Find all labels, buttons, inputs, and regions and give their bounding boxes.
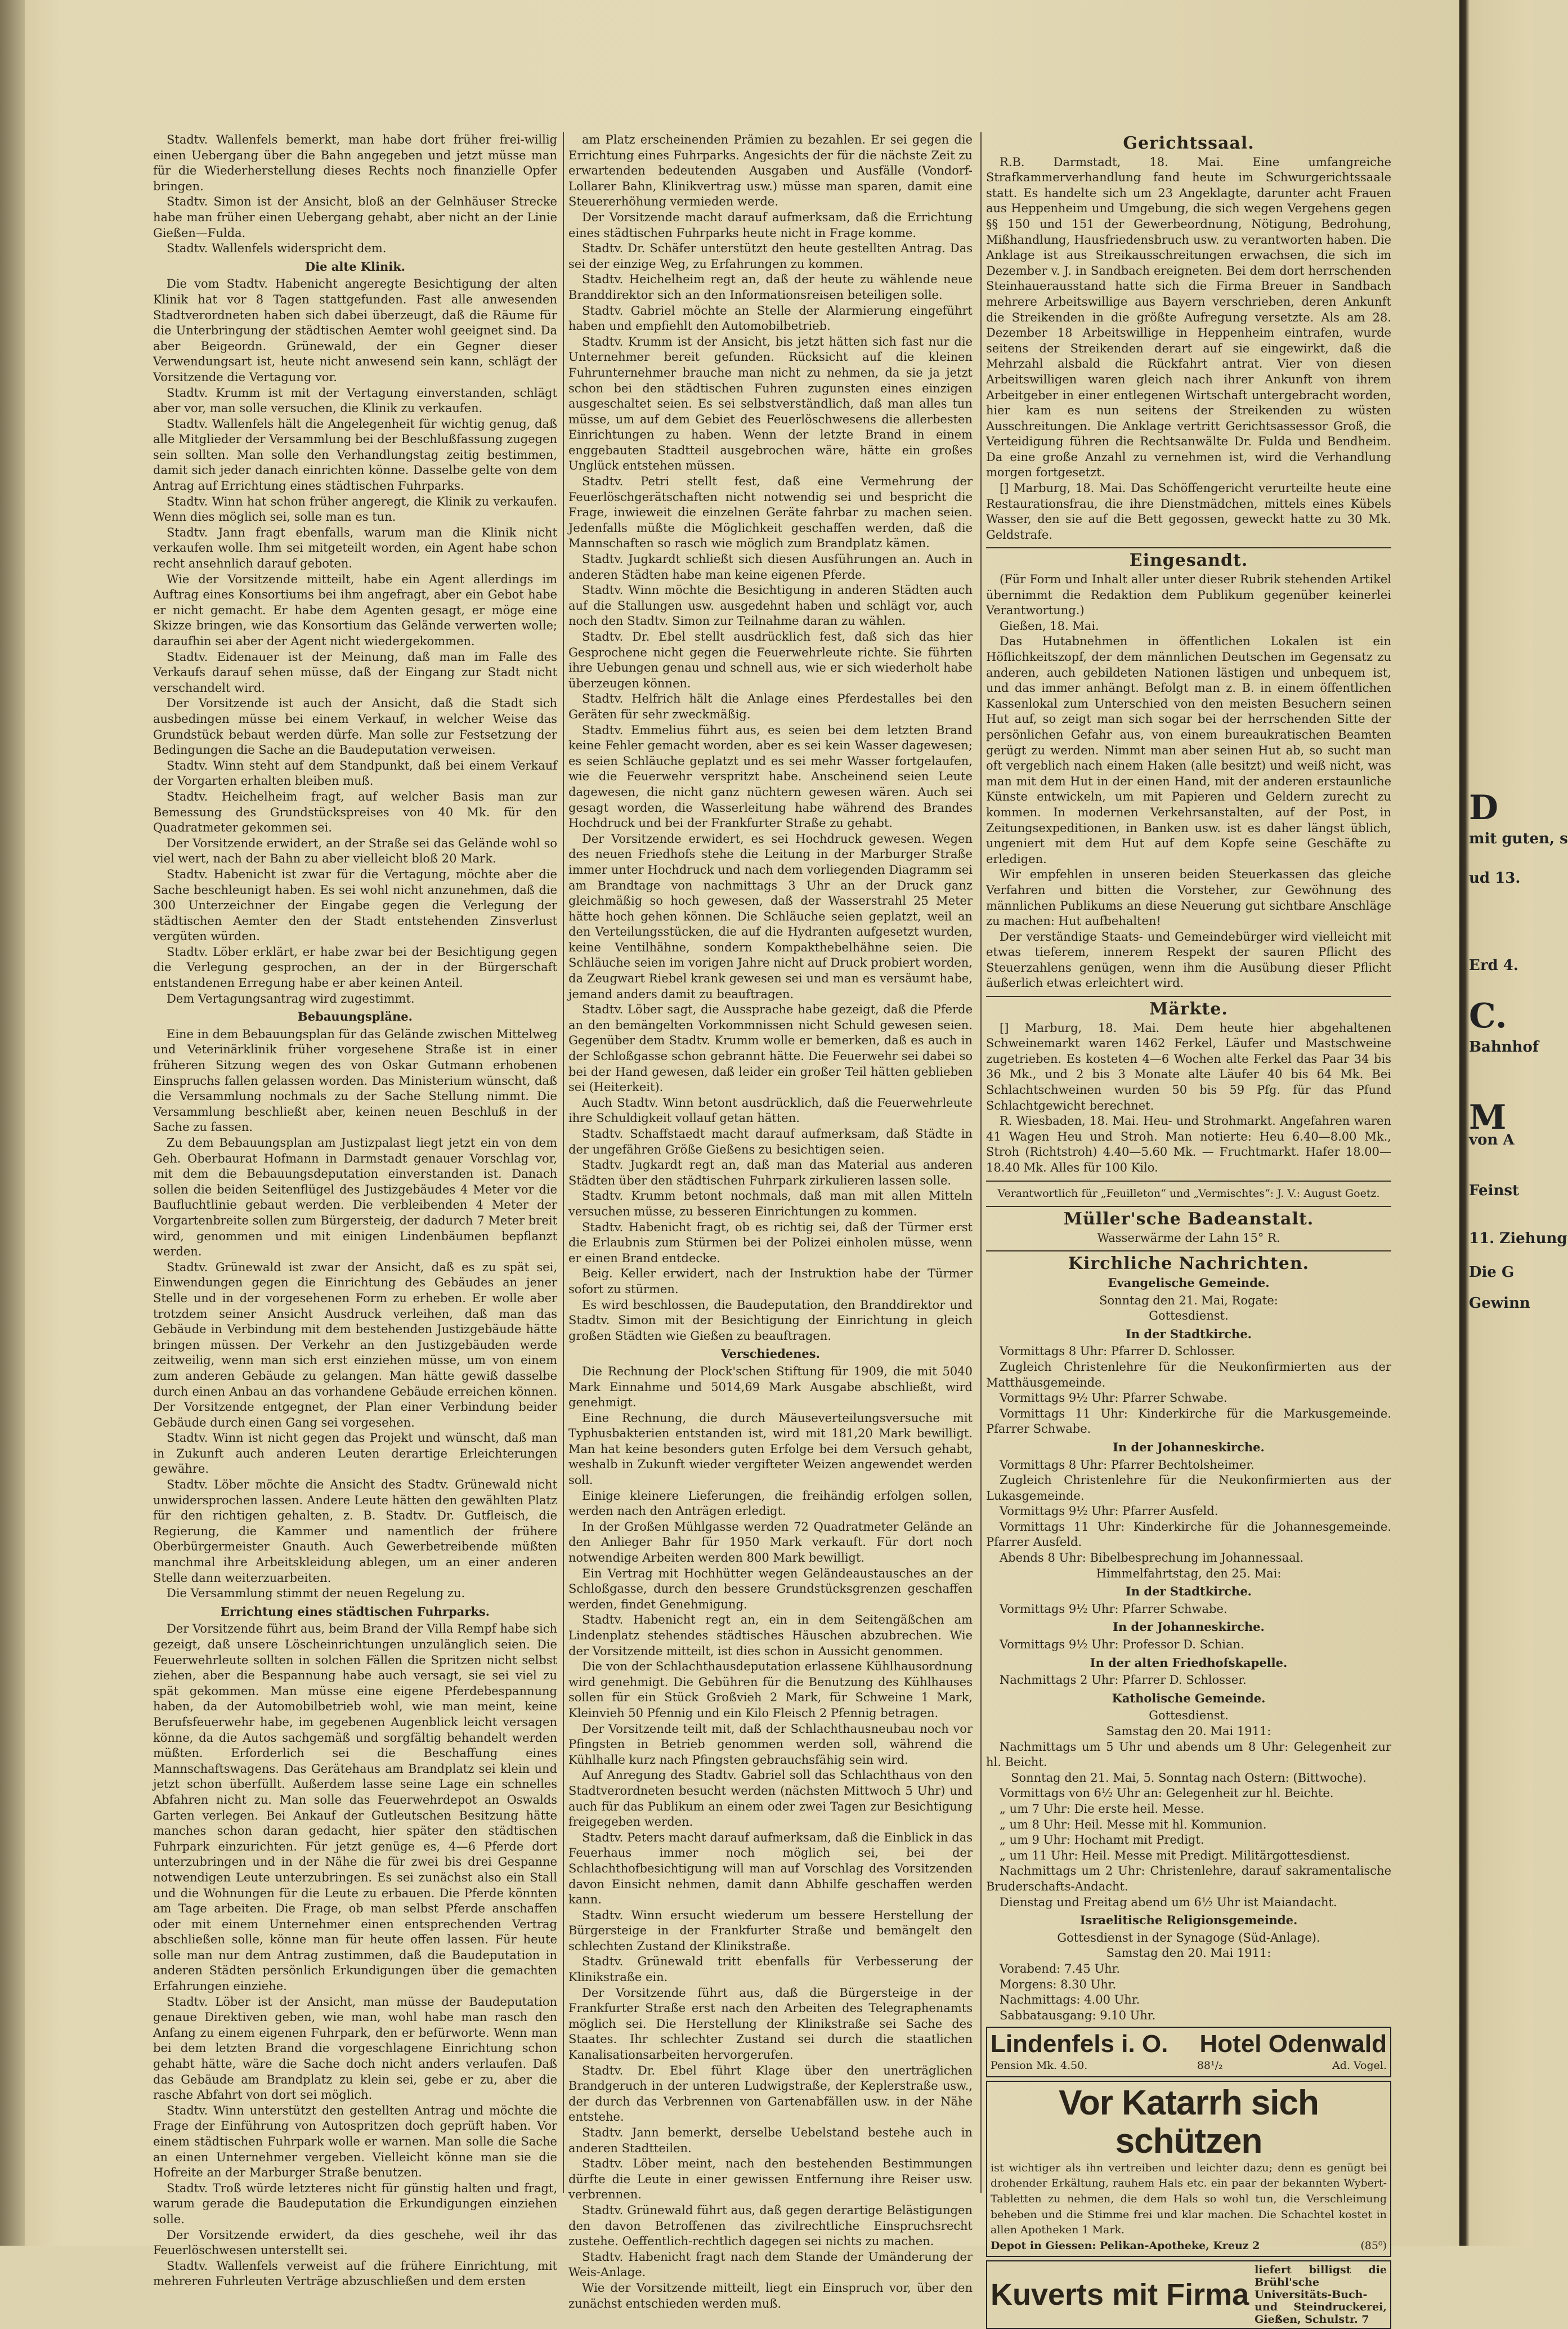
paragraph: Stadtv. Winn hat schon früher angeregt, die Klinik zu verkaufen. Wenn dies möglich sei, solle man es tun. [153, 494, 557, 524]
paragraph: Dienstag und Freitag abend um 6½ Uhr ist Maiandacht. [1000, 1895, 1337, 1909]
adjacent-page-fragment: ud 13. [1469, 870, 1521, 887]
adjacent-page-fragment: Die G [1469, 1264, 1515, 1281]
ad-lindenfels [986, 2027, 1391, 2077]
paragraph: Stadtv. Wallenfels verweist auf die frühere Einrichtung, mit mehreren Fuhrleuten Verträge abzuschließen und dem ersten [153, 2259, 557, 2288]
section-heading: In der Stadtkirche. [1126, 1584, 1252, 1599]
paragraph: „ um 9 Uhr: Hochamt mit Predigt. [1000, 1833, 1204, 1847]
gerichtssaal-heading: Gerichtssaal. [1123, 133, 1255, 153]
paragraph: Zugleich Christenlehre für die Neukonfirmierten aus der Lukasgemeinde. [986, 1473, 1391, 1503]
paragraph: Stadtv. Wallenfels hält die Angelegenheit für wichtig genug, daß alle Mitglieder der Versammlung bei der Beschlußfassung zugegen sein sollten. Man solle den Verhandlungstag zeitig bestimmen, damit sich jeder danach einrichten könne. Dasselbe gelte von dem Antrag auf Errichtung eines städtischen Fuhrparks. [153, 417, 557, 493]
paragraph: Nachmittags: 4.00 Uhr. [1000, 1993, 1140, 2007]
paragraph: Stadtv. Petri stellt fest, daß eine Vermehrung der Feuerlöschgerätschaften nicht notwendig sei und bespricht die Frage, inwieweit die einzelnen Geräte fahrbar zu machen seien. Jedenfalls müßte die Möglichkeit geschaffen werden, daß die Mannschaften so rasch wie möglich zum Brandplatz kämen. [568, 475, 973, 551]
paragraph: Nachmittags um 2 Uhr: Christenlehre, darauf sakramentalische Bruderschafts-Andacht. [986, 1864, 1391, 1893]
section-heading: In der Johanneskirche. [1113, 1440, 1265, 1454]
paragraph: Stadtv. Habenicht fragt, ob es richtig sei, daß der Türmer erst die Erlaubnis zum Stürmen bei der Polizei einholen müsse, wenn er einen Brand entdecke. [568, 1220, 973, 1265]
paragraph: Stadtv. Helfrich hält die Anlage eines Pferdestalles bei den Geräten für sehr zweckmäßig. [568, 692, 973, 721]
column-rule-2 [980, 132, 982, 2193]
section-heading: Errichtung eines städtischen Fuhrparks. [221, 1604, 490, 1619]
badeanstalt-heading: Müller'sche Badeanstalt. [1063, 1209, 1314, 1230]
paragraph: Nachmittags 2 Uhr: Pfarrer D. Schlosser. [1000, 1673, 1247, 1687]
paragraph: Es wird beschlossen, die Baudeputation, den Branddirektor und Stadtv. Simon mit der Besichtigung der Einrichtung in gleich großen Städten wie Gießen zu beauftragen. [568, 1298, 973, 1343]
column-rule-1 [563, 132, 564, 2193]
paragraph: Stadtv. Simon ist der Ansicht, bloß an der Gelnhäuser Strecke habe man früher einen Uebergang gehabt, aber nicht an der Linie Gießen—Fulda. [153, 195, 557, 240]
paragraph: Gottesdienst in der Synagoge (Süd-Anlage). [1057, 1930, 1320, 1944]
ad-kuverts [986, 2260, 1391, 2329]
paragraph: Vormittags 11 Uhr: Kinderkirche für die Johannesgemeinde. Pfarrer Ausfeld. [986, 1519, 1391, 1549]
paragraph: Stadtv. Heichelheim regt an, daß der heute zu wählende neue Branddirektor sich an den Informationsreisen beteiligen solle. [568, 272, 973, 302]
ad-katarrh-depot-row [991, 2238, 1387, 2254]
adjacent-page-fragment: Gewinn [1469, 1295, 1530, 1312]
adjacent-page-fragment: C. [1469, 996, 1507, 1036]
paragraph: Ein Vertrag mit Hochhütter wegen Geländeaustausches an der Schloßgasse, durch den bessere Grundstücksgrenzen geschaffen werden, findet Genehmigung. [568, 1566, 973, 1611]
paragraph: Das Hutabnehmen in öffentlichen Lokalen ist ein Höflichkeitszopf, der dem männlichen Deutschen im Gegensatz zu anderen, auch gebildeten Nationen lästigen und unbequem ist, und das immer anhängt. Befolgt man z. B. in einem öffentlichen Kassenlokal zum Unterschied von den meisten Besuchern seinen Hut auf, so zeigt man sich sogar bei der herrschenden Sitte der persönlichen Gefahr aus, von einem bureaukratischen Beamten gerügt zu werden. Nimmt man aber seinen Hut ab, so sucht man oft vergeblich nach einem Haken (alle besitzt) und weiß nicht, was man mit dem Hut in der einen Hand, mit der anderen erstaunliche Künste entwickeln, um mit Papieren und Geldern zurecht zu kommen. In modernen Verkehrsanstalten, auf der Post, in Zeitungsexpeditionen, in Banken usw. ist es daher längst üblich, ungeniert mit dem Hut auf dem Kopfe seine Geschäfte zu erledigen. [986, 634, 1391, 866]
section-heading: Katholische Gemeinde. [1112, 1691, 1266, 1705]
column-1 [153, 132, 558, 2288]
paragraph: Samstag den 20. Mai 1911: [1106, 1724, 1271, 1738]
paragraph: Der Vorsitzende führt aus, beim Brand der Villa Rempf habe sich gezeigt, daß unsere Löscheinrichtungen unzulänglich seien. Die Feuerwehrleute sollten in solchen Fällen die Spritzen nicht selbst ziehen, aber die Bespannung habe auch versagt, sie sei viel zu spät gekommen. Man müsse eine eigene Pferdebespannung haben, da der Automobilbetrieb wohl, wie man meint, keine Berufsfeuerwehr habe, im gegebenen Augenblick leicht versagen könne, da die Autos sachgemäß und sorgfältig behandelt werden müßten. Erforderlich sei die Beschaffung eines Mannschaftswagens. Das Gerätehaus am Brandplatz sei klein und jetzt schon überfüllt. Außerdem lasse seine Lage ein schnelles Abfahren nicht zu. Man solle das Feuerwehrdepot an Oswalds Garten verlegen. Bei Ankauf der Gutleutschen Besitzung hätte manches schon daran gedacht, hier später den städtischen Fuhrpark einzurichten. Für jetzt genüge es, 4—6 Pferde dort unterzubringen und in der Nähe die für zwei bis drei Gespanne notwendigen Leute unterzubringen. Es sei zunächst also ein Stall und die Wohnungen für die Leute zu erbauen. Die Pferde könnten am Tage arbeiten. Die Frage, ob man selbst Pferde anschaffen oder mit einem Unternehmer einen entsprechenden Vertrag abschließen solle, könne man für heute offen lassen. Für heute solle man nur dem Antrag zustimmen, daß die Baudeputation in anderen Städten persönlich Erkundigungen über die gemachten Erfahrungen einziehe. [153, 1622, 557, 1993]
kirchliche-heading: Kirchliche Nachrichten. [1068, 1254, 1310, 1274]
paragraph: Der Vorsitzende ist auch der Ansicht, daß die Stadt sich ausbedingen müsse bei einem Verkauf, in welcher Weise das Grundstück bebaut werden dürfe. Man solle zur Festsetzung der Bedingungen die Sache an die Baudeputation verweisen. [153, 696, 557, 757]
divider [986, 996, 1391, 997]
ad-lindenfels-number: 88¹/₂ [1197, 2059, 1223, 2072]
paragraph: Die von der Schlachthausdeputation erlassene Kühlhausordnung wird genehmigt. Die Gebühren für die Benutzung des Kühlhauses sollen für ein Stück Großvieh 2 Mark, für Schweine 1 Mark, Kleinvieh 50 Pfennig und ein Kilo Fleisch 2 Pfennig betragen. [568, 1660, 973, 1720]
paragraph: Stadtv. Löber ist der Ansicht, man müsse der Baudeputation genaue Direktiven geben, wie man, wohl habe man rasch den Anfang zu einem eigenen Fuhrpark, den er befürworte. Wenn man bei dem letzten Brand die vorgeschlagene Einrichtung schon gehabt hätte, wäre die Sache doch nicht anders verlaufen. Daß das Gebäude am Brandplatz zu klein sei, gebe er zu, aber die rasche Abfahrt von dort sei möglich. [153, 1995, 557, 2102]
responsible-editor-line: Verantwortlich für „Feuilleton“ und „Vermischtes“: J. V.: August Goetz. [997, 1187, 1380, 1200]
paragraph: Stadtv. Habenicht fragt nach dem Stande der Umänderung der Weis-Anlage. [568, 2250, 973, 2279]
paragraph: Stadtv. Eidenauer ist der Meinung, daß man im Falle des Verkaufs darauf sehen müsse, daß der Eingang zur Stadt nicht verschandelt wird. [153, 650, 557, 695]
paragraph: Der Vorsitzende erwidert, es sei Hochdruck gewesen. Wegen des neuen Friedhofs stehe die Leitung in der Marburger Straße immer unter Hochdruck und nach dem vorliegenden Diagramm sei am Brandtage von nachmittags 3 Uhr an der Druck ganz gleichmäßig so hoch gewesen, daß der Wasserstrahl 25 Meter hätte hoch gehen können. Die Schläuche seien geplatzt, weil an den Verteilungsstücken, die auf die Hydranten aufgesetzt wurden, keine Ventilhähne, sondern Kompakthebelhähne seien. Die Schläuche seien im vorigen Jahre nicht auf Druck probiert worden, da Zeugwart Riebel krank gewesen sei und man es versäumt habe, jemand anders damit zu beauftragen. [568, 832, 973, 1001]
paragraph: Stadtv. Jugkardt schließt sich diesen Ausführungen an. Auch in anderen Städten habe man keine eigenen Pferde. [568, 552, 973, 582]
ad-katarrh-depot: Depot in Giessen: Pelikan-Apotheke, Kreuz 2 [991, 2239, 1260, 2252]
ad-katarrh [986, 2081, 1391, 2258]
paragraph: Vormittags 11 Uhr: Kinderkirche für die Markusgemeinde. Pfarrer Schwabe. [986, 1406, 1391, 1436]
paragraph: Vormittags 9½ Uhr: Pfarrer Schwabe. [1000, 1602, 1227, 1616]
paragraph: Vormittags 8 Uhr: Pfarrer Bechtolsheimer. [1000, 1458, 1255, 1472]
paragraph: Auf Anregung des Stadtv. Gabriel soll das Schlachthaus von den Stadtverordneten besucht werden (nächsten Mittwoch 5 Uhr) und auch für das Publikum an einem oder zwei Tagen zur Besichtigung freigegeben werden. [568, 1768, 973, 1829]
paragraph: R. Wiesbaden, 18. Mai. Heu- und Strohmarkt. Angefahren waren 41 Wagen Heu und Stroh. Man notierte: Heu 6.40—8.00 Mk., Stroh (Richtstroh) 4.40—5.60 Mk. — Fruchtmarkt. Hafer 18.00—18.40 Mk. Alles für 100 Kilo. [986, 1114, 1391, 1174]
paragraph: Stadtv. Grünewald tritt ebenfalls für Verbesserung der Klinikstraße ein. [568, 1955, 973, 1984]
paragraph: Stadtv. Heichelheim fragt, auf welcher Basis man zur Bemessung des Grundstückspreises von 40 Mk. für den Quadratmeter gekommen sei. [153, 789, 557, 835]
ad-katarrh-text: ist wichtiger als ihn vertreiben und leichter dazu; denn es genügt bei drohender Erkältung, rauhem Hals etc. ein paar der bekannten Wybert-Tabletten zu nehmen, die dem Hals so wohl tun, die Verschleimung beheben und die Stimme frei und klar machen. Die Schachtel kostet in allen Apotheken 1 Mark. [991, 2161, 1387, 2237]
paragraph: Gottesdienst. [1149, 1709, 1229, 1723]
paragraph: [] Marburg, 18. Mai. Dem heute hier abgehaltenen Schweinemarkt waren 1462 Ferkel, Läufer und Mastschweine zugetrieben. Es kosteten 4—6 Wochen alte Ferkel das Paar 34 bis 36 Mk., und 2 bis 3 Monate alte Läufer 40 bis 64 Mk. Bei Schlachtschweinen wurden 50 bis 59 Pfg. für das Pfund Schlachtgewicht berechnet. [986, 1021, 1391, 1112]
paragraph: Stadtv. Löber sagt, die Aussprache habe gezeigt, daß die Pferde an den bemängelten Vorkommnissen nicht Schuld gewesen seien. Gegenüber dem Stadtv. Krumm wolle er bemerken, daß es auch in der Schloßgasse schon gebrannt hätte. Die Feuerwehr sei dabei so bei der Hand gewesen, daß leider ein großer Teil hätten geblieben sei (Heiterkeit). [568, 1003, 973, 1094]
paragraph: Stadtv. Löber erklärt, er habe zwar bei der Besichtigung gegen die Verlegung gesprochen, an der in der Bürgerschaft entstandenen Erregung habe er aber keinen Anteil. [153, 945, 557, 990]
paragraph: Sonntag den 21. Mai, 5. Sonntag nach Ostern: (Bittwoche). [1011, 1771, 1367, 1785]
gerichtssaal-section [986, 155, 1391, 543]
divider [986, 547, 1391, 548]
paragraph: Stadtv. Krumm ist der Ansicht, bis jetzt hätten sich fast nur die Unternehmer bereit gefunden. Rücksicht auf die kleinen Fuhrunternehmer brauche man nicht zu nehmen, da sie ja jetzt schon bei den städtischen Fuhren zugunsten eines einzigen ausgeschaltet seien. Es sei selbstverständlich, daß man alles tun müsse, um auf dem Gebiet des Feuerlöschwesens die allerbesten Einrichtungen zu haben. Wenn der letzte Brand in einem enggebauten Stadtteil ausgebrochen wäre, hätte ein großes Unglück entstehen müssen. [568, 334, 973, 473]
eingesandt-section [986, 572, 1391, 991]
column-2 [568, 132, 973, 2310]
paragraph: Abends 8 Uhr: Bibelbesprechung im Johannessaal. [1000, 1551, 1304, 1565]
paragraph: Stadtv. Troß würde letzteres nicht für günstig halten und fragt, warum gerade die Baudeputation die Erkundigungen einziehen solle. [153, 2181, 557, 2226]
paragraph: Stadtv. Löber meint, nach den bestehenden Bestimmungen dürfte die Leute in einer gewissen Entfernung ihre Reiser usw. verbrennen. [568, 2157, 973, 2202]
paragraph: Die Rechnung der Plock'schen Stiftung für 1909, die mit 5040 Mark Einnahme und 5014,69 Mark Ausgabe abschließt, wird genehmigt. [568, 1364, 973, 1410]
section-heading: In der Johanneskirche. [1113, 1620, 1265, 1634]
ad-lindenfels-owner: Ad. Vogel. [1332, 2059, 1387, 2072]
adjacent-page-fragment: M [1469, 1098, 1507, 1137]
adjacent-page-fragment: mit guten, s [1469, 830, 1568, 847]
paragraph: Stadtv. Winn ist nicht gegen das Projekt und wünscht, daß man in Zukunft auch anderen Leuten derartige Erleichterungen gewähre. [153, 1431, 557, 1476]
paragraph: Die vom Stadtv. Habenicht angeregte Besichtigung der alten Klinik hat vor 8 Tagen stattgefunden. Fast alle anwesenden Stadtverordneten haben sich dabei überzeugt, daß die Räume für die Unterbringung der städtischen Aemter wohl geeignet sind. Da aber Beigeordn. Grünewald, der ein Gegner dieser Verwendungsart ist, heute nicht anwesend sein kann, schlägt der Vorsitzende die Vertagung vor. [153, 277, 557, 384]
section-heading: Bebauungspläne. [298, 1009, 413, 1024]
maerkte-section [986, 1021, 1391, 1176]
ad-lindenfels-left: Lindenfels i. O. [991, 2030, 1168, 2058]
paragraph: Vormittags 9½ Uhr: Pfarrer Ausfeld. [1000, 1504, 1218, 1518]
paragraph: Stadtv. Winn ersucht wiederum um bessere Herstellung der Bürgersteige in der Frankfurter Straße und bemängelt den schlechten Zustand der Klinikstraße. [568, 1908, 973, 1953]
paragraph: „ um 7 Uhr: Die erste heil. Messe. [1000, 1801, 1204, 1816]
paragraph: Der Vorsitzende erwidert, an der Straße sei das Gelände wohl so viel wert, nach der Bahn zu aber vielleicht bloß 20 Mark. [153, 836, 557, 866]
section-heading: Die alte Klinik. [304, 259, 406, 274]
adjacent-page-fragment: von A [1469, 1132, 1515, 1148]
church-section [986, 1275, 1391, 2023]
paragraph: Stadtv. Winn möchte die Besichtigung in anderen Städten auch auf die Stallungen usw. ausgedehnt haben und schlägt vor, auch noch den Stadtv. Simon zur Teilnahme daran zu wählen. [568, 583, 973, 628]
paragraph: Eine in dem Bebauungsplan für das Gelände zwischen Mittelweg und Veterinärklinik früher vorgesehene Straße ist in einer früheren Sitzung wegen des von Oskar Gutmann erhobenen Einspruchs fallen gelassen worden. Das Ministerium wünscht, daß die Versammlung nochmals zu der Sache Stellung nimmt. Die Versammlung beschließt aber, keinen neuen Beschluß in der Sache zu fassen. [153, 1027, 558, 1134]
paragraph: Sonntag den 21. Mai, Rogate: [1099, 1293, 1278, 1307]
paragraph: Einige kleinere Lieferungen, die freihändig erfolgen sollen, werden nach den Anträgen erledigt. [568, 1488, 973, 1518]
paragraph: Stadtv. Wallenfels bemerkt, man habe dort früher frei-willig einen Uebergang über die Bahn angegeben und jetzt müsse man für die Wiederherstellung dieses Rechts noch finanzielle Opfer bringen. [153, 133, 557, 193]
paragraph: Gottesdienst. [1149, 1309, 1229, 1323]
paragraph: Himmelfahrtstag, den 25. Mai: [1096, 1566, 1282, 1580]
paragraph: „ um 8 Uhr: Heil. Messe mit hl. Kommunion. [1000, 1817, 1267, 1831]
paragraph: Stadtv. Jann bemerkt, derselbe Uebelstand bestehe auch in anderen Stadtteilen. [568, 2126, 973, 2155]
paragraph: (Für Form und Inhalt aller unter dieser Rubrik stehenden Artikel übernimmt die Redaktion dem Publikum gegenüber keinerlei Verantwortung.) [986, 573, 1391, 618]
paragraph: Zu dem Bebauungsplan am Justizpalast liegt jetzt ein von dem Geh. Oberbaurat Hofmann in Darmstadt genauer Vorschlag vor, mit dem die Bebauungsdeputation einverstanden ist. Danach sollen die beiden Seitenflügel des Justizgebäudes 4 Meter vor die Baufluchtlinie gebaut werden. Die verbleibenden 4 Meter der Vorgartenbreite sollen zum Bürgersteig, der dadurch 7 Meter breit wird, genommen und mit einigen Lindenbäumen bepflanzt werden. [153, 1136, 557, 1259]
paragraph: Zugleich Christenlehre für die Neukonfirmierten aus der Matthäusgemeinde. [986, 1360, 1391, 1389]
paragraph: „ um 11 Uhr: Heil. Messe mit Predigt. Militärgottesdienst. [1000, 1848, 1350, 1862]
section-heading: Israelitische Religionsgemeinde. [1079, 1913, 1298, 1928]
paragraph: Vormittags von 6½ Uhr an: Gelegenheit zur hl. Beichte. [1000, 1786, 1334, 1800]
paragraph: Stadtv. Gabriel möchte an Stelle der Alarmierung eingeführt haben und empfiehlt den Automobilbetrieb. [568, 303, 973, 333]
divider [986, 1181, 1391, 1182]
paragraph: [] Marburg, 18. Mai. Das Schöffengericht verurteilte heute eine Restaurationsfrau, die ihre Dienstmädchen, mittels eines Kübels Wasser, den sie auf die Bett gegossen, geweckt hatte zu 30 Mk. Geldstrafe. [986, 481, 1391, 542]
paragraph: Stadtv. Emmelius führt aus, es seien bei dem letzten Brand keine Fehler gemacht worden, aber es sei kein Wasser dagewesen; es seien Schläuche geplatzt und es sei mehr Wasser fortgelaufen, wie die Feuerwehr verspritzt habe. Anscheinend seien Leute dagewesen, die nicht ganz nüchtern gewesen wären. Auch sei gesagt worden, die Wasserleitung habe während des Brandes Hochdruck und bei der Frankfurter Straße zu gehabt. [568, 723, 973, 830]
paragraph: Eine Rechnung, die durch Mäuseverteilungsversuche mit Typhusbakterien entstanden ist, wird mit 181,20 Mark bewilligt. Man hat keine besonders guten Erfolge bei dem Versuch gehabt, weshalb in Zukunft wieder vergifteter Weizen angewendet werden soll. [568, 1411, 973, 1487]
paragraph: Stadtv. Grünewald ist zwar der Ansicht, daß es zu spät sei, Einwendungen gegen die Einrichtung des Gebäudes an jener Stelle und in der vorgesehenen Form zu erheben. Er wolle aber trotzdem seiner Ansicht Ausdruck verleihen, daß man das Gebäude in Verbindung mit dem bestehenden Justizgebäude hätte bringen müssen. Der Verkehr an den Justizgebäuden werde zeitweilig, wenn man sich erst einziehen müsse, um von einem zum anderen Gebäude zu gelangen. Man hätte gewiß dasselbe durch einen Anbau an das vorhandene Gebäude erreichen können. Der Vorsitzende entgegnet, der Plan einer Verbindung beider Gebäude durch einen Gang sei vorgesehen. [153, 1260, 557, 1429]
ad-kuverts-title: Kuverts mit Firma [991, 2278, 1249, 2312]
paragraph: Samstag den 20. Mai 1911: [1106, 1946, 1271, 1960]
paragraph: Stadtv. Löber möchte die Ansicht des Stadtv. Grünewald nicht unwidersprochen lassen. Andere Leute hätten den gewählten Platz für den richtigen gehalten, z. B. Stadtv. Dr. Gutfleisch, die Regierung, die Kammer und namentlich der frühere Oberbürgermeister Gnauth. Auch Gewerbetreibende müßten manchmal ihre Arbeitskleidung ablegen, um an einer anderen Stelle dann weiterzuarbeiten. [153, 1478, 557, 1585]
section-heading: Verschiedenes. [721, 1347, 820, 1361]
ad-katarrh-number: (85⁰) [1360, 2239, 1387, 2252]
paragraph: In der Großen Mühlgasse werden 72 Quadratmeter Gelände an den Anlieger Bahr für 1950 Mark verkauft. Für dort noch notwendige Arbeiten werden 800 Mark bewilligt. [568, 1519, 973, 1565]
paragraph: Vormittags 8 Uhr: Pfarrer D. Schlosser. [1000, 1344, 1235, 1358]
section-heading: In der alten Friedhofskapelle. [1090, 1655, 1288, 1670]
maerkte-heading: Märkte. [1149, 999, 1228, 1020]
paragraph: Wie der Vorsitzende mitteilt, liegt ein Einspruch vor, über den zunächst entschieden werden muß. [568, 2281, 973, 2310]
adjacent-page-fragment: D [1469, 788, 1499, 828]
paragraph: Morgens: 8.30 Uhr. [1000, 1977, 1117, 1991]
paragraph: Wir empfehlen in unseren beiden Steuerkassen das gleiche Verfahren und bitten die Vorsteher, zur Gewöhnung des männlichen Publikums an diese Neuerung gut sichtbare Anschläge zu machen: Hut aufbehalten! [986, 868, 1391, 928]
ad-kuverts-text: liefert billigst die Brühl'sche Universitäts-Buch- und Steindruckerei, Gießen, Schulstr. 7 [1255, 2264, 1387, 2326]
paragraph: Nachmittags um 5 Uhr und abends um 8 Uhr: Gelegenheit zur hl. Beicht. [986, 1740, 1391, 1769]
paragraph: Beig. Keller erwidert, nach der Instruktion habe der Türmer sofort zu stürmen. [568, 1267, 973, 1296]
paragraph: Stadtv. Krumm betont nochmals, daß man mit allen Mitteln versuchen müsse, zu besseren Einrichtungen zu kommen. [568, 1189, 973, 1218]
paragraph: Stadtv. Dr. Schäfer unterstützt den heute gestellten Antrag. Das sei der einzige Weg, zu Erfahrungen zu kommen. [568, 242, 973, 271]
paragraph: Stadtv. Grünewald führt aus, daß gegen derartige Belästigungen den davon Betroffenen das zivilrechtliche Einspruchsrecht zustehe. Oeffentlich-rechtlich dagegen sei nichts zu machen. [568, 2203, 973, 2248]
paragraph: Der Vorsitzende erwidert, da dies geschehe, weil ihr das Feuerlöschwesen unterstellt sei. [153, 2228, 557, 2258]
paragraph: Vormittags 9½ Uhr: Pfarrer Schwabe. [1000, 1391, 1227, 1405]
paragraph: Stadtv. Wallenfels widerspricht dem. [167, 242, 387, 256]
paragraph: Stadtv. Habenicht ist zwar für die Vertagung, möchte aber die Sache beschleunigt haben. Es sei wohl nicht anzunehmen, daß die 300 Unterzeichner der Eingabe gegen die Verlegung der städtischen Aemter den der Stadt entstehenden Zinsverlust vergüten würden. [153, 867, 557, 944]
ad-lindenfels-right: Hotel Odenwald [1199, 2030, 1387, 2058]
divider [986, 1206, 1391, 1207]
section-heading: Evangelische Gemeinde. [1108, 1275, 1270, 1290]
section-heading: In der Stadtkirche. [1126, 1326, 1252, 1341]
paragraph: Vorabend: 7.45 Uhr. [1000, 1961, 1121, 1975]
ad-lindenfels-sub [991, 2058, 1387, 2074]
paragraph: Der Vorsitzende macht darauf aufmerksam, daß die Errichtung eines städtischen Fuhrparks heute nicht in Frage komme. [568, 210, 973, 240]
paragraph: Stadtv. Dr. Ebel stellt ausdrücklich fest, daß sich das hier Gesprochene nicht gegen die Feuerwehrleute richte. Sie führten ihre Uebungen genau und schnell aus, wie er sich wiederholt habe überzeugen können. [568, 630, 973, 690]
paragraph: Vormittags 9½ Uhr: Professor D. Schian. [1000, 1638, 1244, 1652]
column-3 [986, 132, 1391, 2326]
paragraph: R.B. Darmstadt, 18. Mai. Eine umfangreiche Strafkammerverhandlung fand heute im Schwurgerichtssaale statt. Es handelte sich um 23 Angeklagte, darunter acht Frauen aus Heppenheim und Umgebung, die sich wegen Vergehens gegen §§ 150 und 151 der Gewerbeordnung, Nötigung, Bedrohung, Mißhandlung, Hausfriedensbruch usw. zu verantworten haben. Die Anklage ist aus Streikausschreitungen erwachsen, die sich im Dezember v. J. in Sandbach ereigneten. Bei dem dort herrschenden Steinhauerausstand hatte sich die Firma Breuer in Sandbach mehrere Arbeitswillige aus Bayern verschrieben, deren Ankunft die Streikenden in die größte Aufregung versetzte. Als am 28. Dezember 18 Arbeitswillige in Heppenheim eintrafen, wurde seitens der Streikenden derart auf sie eingewirkt, daß die Mehrzahl alsbald die Rückfahrt antrat. Vier von diesen Arbeitswilligen waren gleich nach ihrer Ankunft von ihrem Arbeitgeber in einer entlegenen Wirtschaft untergebracht worden, hier kam es nun seitens der Streikenden zu wüsten Ausschreitungen. Die Anklage vertritt Gerichtsassessor Groß, die Verteidigung führen die Rechtsanwälte Dr. Fulda und Bendheim. Da eine große Anzahl zu vernehmen ist, wird die Verhandlung morgen fortgesetzt. [986, 155, 1391, 480]
paragraph: Stadtv. Winn unterstützt den gestellten Antrag und möchte die Frage der Einführung von Autospritzen doch geprüft haben. Vor einem städtischen Fuhrpark wolle er warnen. Man solle die Sache an einen Unternehmer vergeben. Vielleicht könne man sie die Hofreite an der Marburger Straße benutzen. [153, 2103, 557, 2180]
adjacent-page-fragment: Erd 4. [1469, 957, 1518, 974]
adjacent-page-fragment: 11. Ziehung [1469, 1230, 1567, 1247]
paragraph: Stadtv. Jugkardt regt an, daß man das Material aus anderen Städten über den städtischen Fuhrpark zirkulieren lassen solle. [568, 1158, 973, 1187]
paragraph: Wie der Vorsitzende mitteilt, habe ein Agent allerdings im Auftrag eines Konsortiums bei ihm angefragt, aber ein Gebot habe er nicht gemacht. Er habe dem Agenten gesagt, er möge eine Skizze bringen, wie das Konsortium das Gelände verwerten wolle; daraufhin sei aber der Agent nicht wiedergekommen. [153, 572, 557, 648]
ad-lindenfels-pension: Pension Mk. 4.50. [991, 2059, 1088, 2072]
paragraph: Sabbatausgang: 9.10 Uhr. [1000, 2008, 1156, 2022]
paragraph: Stadtv. Jann fragt ebenfalls, warum man die Klinik nicht verkaufen wolle. Ihm sei mitgeteilt worden, ein Agent habe schon recht ansehnlich darauf geboten. [153, 525, 557, 571]
paragraph: Die Versammlung stimmt der neuen Regelung zu. [167, 1586, 465, 1601]
paragraph: Stadtv. Winn steht auf dem Standpunkt, daß bei einem Verkauf der Vorgarten erhalten bleiben muß. [153, 758, 557, 788]
paragraph: Stadtv. Dr. Ebel führt Klage über den unerträglichen Brandgeruch in der unteren Ludwigstraße, der Keplerstraße usw., der durch das Verbrennen von Gartenabfällen usw. in der Nähe entstehe. [568, 2063, 973, 2124]
water-temperature: Wasserwärme der Lahn 15° R. [1097, 1231, 1280, 1245]
paragraph: Stadtv. Krumm ist mit der Vertagung einverstanden, schlägt aber vor, man solle versuchen, die Klinik zu verkaufen. [153, 386, 557, 415]
ad-katarrh-title: Vor Katarrh sich schützen [1059, 2083, 1319, 2161]
paragraph: Stadtv. Peters macht darauf aufmerksam, daß die Einblick in das Feuerhaus immer noch möglich sei, bei der Schlachthofbesichtigung will man auf Vorschlag des Vorsitzenden davon Einsicht nehmen, damit dann Abhilfe geschaffen werden kann. [568, 1830, 973, 1907]
paragraph: Stadtv. Schaffstaedt macht darauf aufmerksam, daß Städte in der ungefähren Größe Gießens zu besichtigen seien. [568, 1127, 973, 1156]
paragraph: Der Vorsitzende führt aus, daß die Bürgersteige in der Frankfurter Straße erst nach den Arbeiten des Telegraphenamts möglich sei. Die Herstellung der Klinikstraße sei Sache des Staates. Ihr schlechter Zustand sei durch die staatlichen Kanalisationsarbeiten hervorgerufen. [568, 1986, 973, 2062]
paragraph: Der Vorsitzende teilt mit, daß der Schlachthausneubau noch vor Pfingsten in Betrieb genommen werden soll, während die Kühlhalle kurz nach Pfingsten gebrauchsfähig sein wird. [568, 1722, 973, 1767]
paragraph: Gießen, 18. Mai. [1000, 619, 1099, 633]
divider [986, 1250, 1391, 1251]
page-binding [0, 0, 25, 2246]
paragraph: Dem Vertagungsantrag wird zugestimmt. [167, 991, 415, 1005]
ad-lindenfels-row [991, 2030, 1387, 2058]
paragraph: Auch Stadtv. Winn betont ausdrücklich, daß die Feuerwehrleute ihre Schuldigkeit vollauf getan hätten. [568, 1096, 973, 1125]
adjacent-page-fragment: Bahnhof [1469, 1039, 1539, 1056]
paragraph: Der verständige Staats- und Gemeindebürger wird vielleicht mit etwas tieferem, innerem Respekt der sauren Pflicht des Steuerzahlens genügen, wenn ihm die Ausübung dieser Pflicht äußerlich etwas erleichtert wird. [986, 929, 1391, 990]
adjacent-page-fragment: Feinst [1469, 1182, 1520, 1199]
paragraph: am Platz erscheinenden Prämien zu bezahlen. Er sei gegen die Errichtung eines Fuhrparks. Angesichts der für die nächste Zeit zu erwartenden bedeutenden Ausgaben und Ausfälle (Vondorf-Lollarer Bahn, Klinikvertrag usw.) müsse man sparen, damit eine Steuererhöhung vermieden werde. [568, 133, 973, 209]
paragraph: Stadtv. Habenicht regt an, ein in dem Seitengäßchen am Lindenplatz stehendes städtisches Häuschen abzubrechen. Wie der Vorsitzende mitteilt, ist dies schon in Aussicht genommen. [568, 1613, 973, 1658]
eingesandt-heading: Eingesandt. [1129, 551, 1248, 571]
